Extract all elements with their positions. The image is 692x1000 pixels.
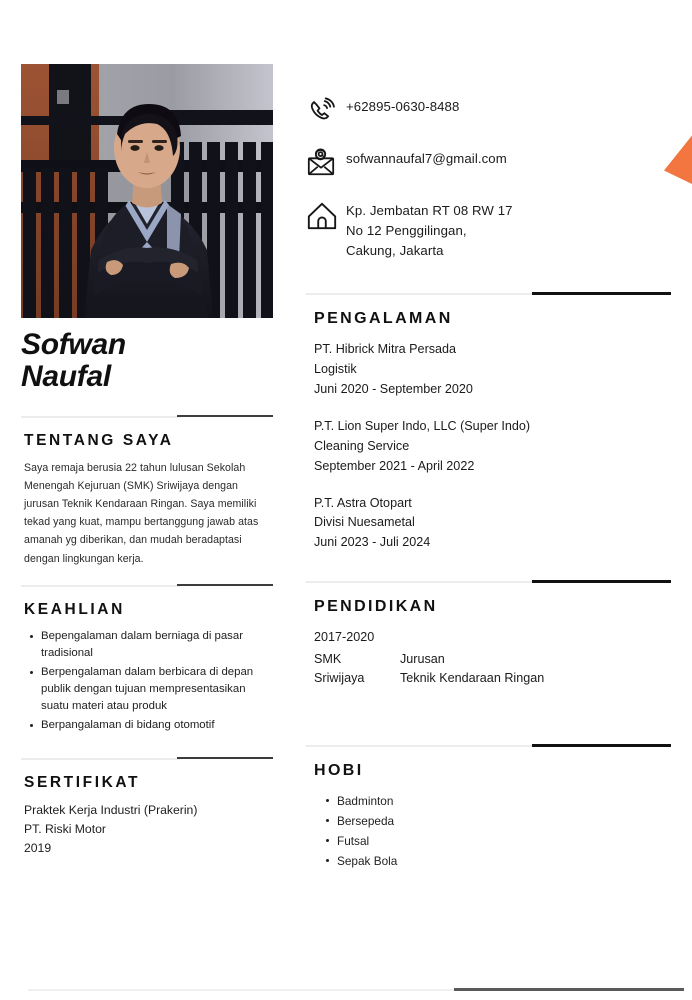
address-line-1: Kp. Jembatan RT 08 RW 17 [346,203,513,218]
candidate-name [21,329,273,393]
divider-education [306,580,671,584]
certificate-title: Praktek Kerja Industri (Prakerin) [24,802,198,817]
section-heading-certificate: SERTIFIKAT [24,773,141,791]
education-block [314,628,671,688]
education-major-label: Jurusan [400,652,445,667]
footer-divider [28,988,684,992]
address-lines [346,199,513,261]
list-item: Berpangalaman di bidang otomotif [41,717,273,734]
certificate-year: 2019 [24,840,52,855]
right-column [306,95,671,872]
experience-period: Juni 2023 - Juli 2024 [314,535,431,550]
profile-photo-image [21,64,273,318]
last-name: Naufal [21,359,111,393]
education-school-line-1: SMK [314,652,342,667]
divider-certificate [21,757,273,761]
education-school-line-2: Sriwijaya [314,670,365,685]
list-item: Berpengalaman dalam berbicara di depan publik dengan tujuan mempresentasikan suatu materi atau produk [41,664,273,716]
profile-photo [21,64,273,318]
experience-item [314,340,671,400]
education-major-value: Teknik Kendaraan Ringan [400,670,545,685]
address-line-2: No 12 Penggilingan, [346,223,467,239]
section-heading-education: PENDIDIKAN [314,598,438,616]
divider-about [21,415,273,419]
phone-number: +62895-0630-8488 [346,99,460,114]
home-icon [306,199,346,232]
education-years: 2017-2020 [314,630,375,645]
experience-item [314,494,671,554]
email-address: sofwannaufal7@gmail.com [346,151,507,166]
left-column [21,64,273,858]
about-text: Saya remaja berusia 22 tahun lulusan Sekolah Menengah Kejuruan (SMK) Sriwijaya dengan jurusan Teknik Kendaraan Ringan. Saya memiliki tekad yang kuat, mampu bertanggung jawab atas amanah yg diberikan, dan mudah beradaptasi dengan lingkungan kerja. [24,461,259,565]
certificate-block [24,801,273,858]
education-major [400,650,544,688]
certificate-company: PT. Riski Motor [24,821,106,836]
list-item: Futsal [337,832,671,851]
list-item: Sepak Bola [337,852,671,871]
experience-company: P.T. Lion Super Indo, LLC (Super Indo) [314,418,531,433]
phone-icon [306,95,346,126]
experience-company: PT. Hibrick Mitra Persada [314,342,457,357]
experience-role: Divisi Nuesametal [314,515,415,530]
section-heading-about: TENTANG SAYA [24,431,174,449]
first-name: Sofwan [21,328,126,361]
contact-phone[interactable] [306,95,671,126]
contact-address[interactable] [306,199,671,261]
experience-period: September 2021 - April 2022 [314,458,475,473]
experience-item [314,417,671,477]
hobbies-list [320,792,671,871]
contact-email[interactable] [306,147,671,178]
list-item: Bersepeda [337,812,671,831]
section-heading-experience: PENGALAMAN [314,310,453,328]
list-item: Badminton [337,792,671,811]
divider-experience [306,292,671,296]
skills-list [24,628,273,734]
experience-company: P.T. Astra Otopart [314,495,412,510]
divider-hobbies [306,744,671,748]
education-school [314,650,400,688]
experience-period: Juni 2020 - September 2020 [314,381,473,396]
address-line-3: Cakung, Jakarta [346,243,444,259]
email-icon [306,147,346,178]
experience-role: Cleaning Service [314,438,410,453]
section-heading-hobbies: HOBI [314,761,364,779]
experience-role: Logistik [314,362,357,377]
divider-skills [21,584,273,588]
section-heading-skills: KEAHLIAN [24,600,125,618]
list-item: Bepengalaman dalam berniaga di pasar tradisional [41,628,273,663]
